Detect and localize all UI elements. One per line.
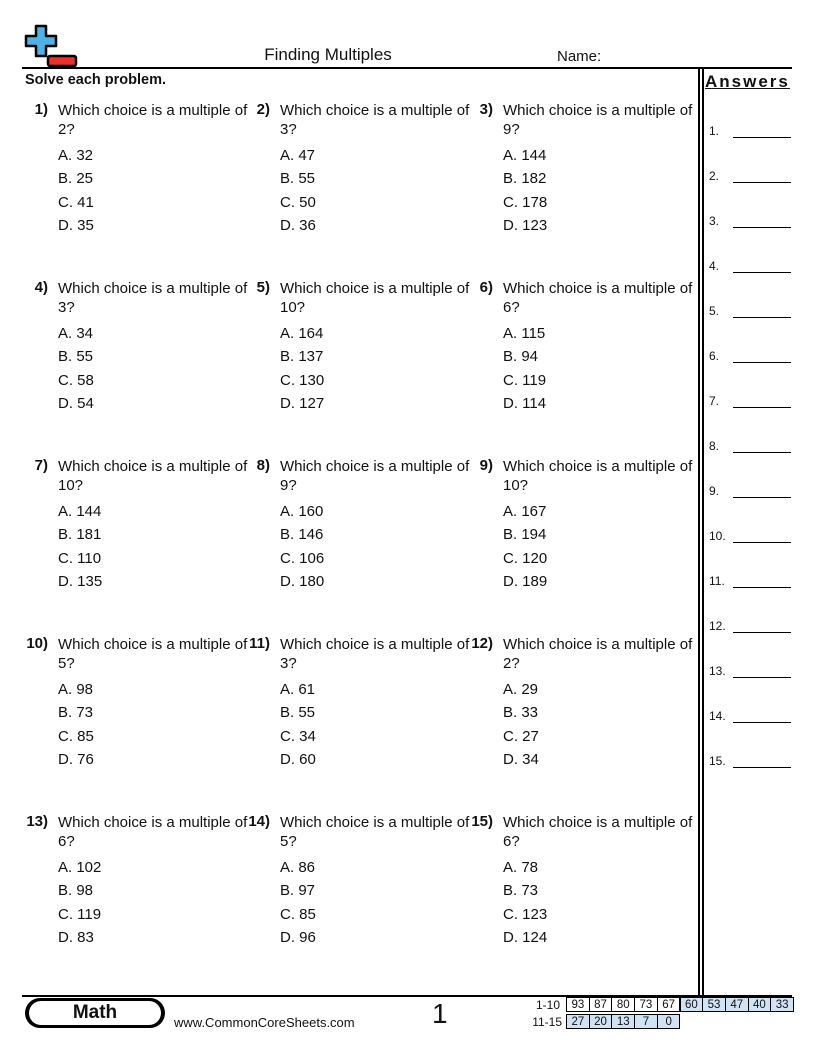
answer-choice: A. 34 xyxy=(58,325,94,342)
answer-row xyxy=(709,484,793,500)
score-key-cell: 80 xyxy=(611,997,635,1012)
answer-number: 4. xyxy=(709,259,720,273)
answer-blank[interactable] xyxy=(733,722,791,723)
answer-blank[interactable] xyxy=(733,137,791,138)
answer-choice: B. 25 xyxy=(58,170,94,188)
problem-number: 3) xyxy=(479,101,493,118)
answer-choice: B. 55 xyxy=(280,704,316,722)
answer-row xyxy=(709,439,793,455)
answer-choice: C. 119 xyxy=(58,905,102,923)
answer-blank[interactable] xyxy=(733,272,791,273)
answer-row xyxy=(709,349,793,365)
answer-blank[interactable] xyxy=(733,182,791,183)
answers-divider xyxy=(698,67,700,995)
answer-row xyxy=(709,214,793,230)
page-title: Finding Multiples xyxy=(264,45,392,64)
answer-choice: A. 32 xyxy=(58,147,94,164)
question-text: Which choice is a multiple of 2? xyxy=(503,636,693,672)
problem-number: 13) xyxy=(26,813,48,830)
score-key-cell: 53 xyxy=(702,997,726,1012)
answer-choice: B. 94 xyxy=(503,348,539,366)
answer-choice: A. 167 xyxy=(503,503,547,520)
answer-choice: D. 180 xyxy=(280,572,325,590)
problem-number: 6) xyxy=(479,279,493,296)
question-text: Which choice is a multiple of 3? xyxy=(58,280,248,316)
answer-choice: B. 97 xyxy=(280,882,316,900)
answer-choice: C. 85 xyxy=(58,727,94,745)
problem-number: 8) xyxy=(256,457,270,474)
answer-choice: A. 144 xyxy=(58,503,102,520)
answer-choice: D. 34 xyxy=(503,750,539,768)
question-text: Which choice is a multiple of 10? xyxy=(280,280,470,316)
answer-choice: D. 60 xyxy=(280,750,316,768)
answers-divider xyxy=(702,67,704,995)
answer-choice: A. 98 xyxy=(58,681,94,698)
answer-choice: A. 61 xyxy=(280,681,316,698)
answer-row xyxy=(709,709,793,725)
answer-number: 9. xyxy=(709,484,720,498)
problem-number: 1) xyxy=(34,101,48,118)
answer-choice: B. 182 xyxy=(503,170,547,188)
answer-choice: D. 54 xyxy=(58,394,94,412)
answer-choice: B. 55 xyxy=(58,348,94,366)
answer-choice: D. 189 xyxy=(503,572,548,590)
score-key-cell: 7 xyxy=(634,1014,658,1029)
answer-choice: C. 120 xyxy=(503,549,548,567)
answer-choice: B. 146 xyxy=(280,526,324,544)
answer-row xyxy=(709,124,793,140)
question-text: Which choice is a multiple of 3? xyxy=(280,102,470,138)
answer-choice: B. 137 xyxy=(280,348,324,366)
answer-choice: A. 29 xyxy=(503,681,539,698)
answer-choice: B. 73 xyxy=(503,882,539,900)
answer-choice: A. 144 xyxy=(503,147,547,164)
answer-choice: D. 127 xyxy=(280,394,325,412)
answer-row xyxy=(709,574,793,590)
answer-choice: D. 135 xyxy=(58,572,103,590)
answer-choice: B. 73 xyxy=(58,704,94,722)
problem-number: 10) xyxy=(26,635,48,652)
answer-number: 12. xyxy=(709,619,726,633)
answer-blank[interactable] xyxy=(733,227,791,228)
answer-row xyxy=(709,754,793,770)
problem-number: 5) xyxy=(256,279,270,296)
answer-choice: C. 58 xyxy=(58,371,94,389)
answer-choice: C. 106 xyxy=(280,549,325,567)
question-text: Which choice is a multiple of 3? xyxy=(280,636,470,672)
answer-choice: A. 102 xyxy=(58,859,102,876)
answer-number: 10. xyxy=(709,529,726,543)
score-key-cell: 13 xyxy=(611,1014,635,1029)
answer-choice: C. 178 xyxy=(503,193,548,211)
name-label: Name: xyxy=(557,48,602,65)
answer-number: 11. xyxy=(709,574,725,588)
answer-choice: A. 164 xyxy=(280,325,324,342)
answer-choice: A. 86 xyxy=(280,859,316,876)
answer-choice: B. 33 xyxy=(503,704,539,722)
problem-number: 11) xyxy=(249,635,270,652)
answer-number: 1. xyxy=(709,124,720,138)
answer-choice: A. 160 xyxy=(280,503,324,520)
website-link: www.CommonCoreSheets.com xyxy=(174,1015,355,1030)
answer-number: 2. xyxy=(709,169,720,183)
problem-number: 15) xyxy=(471,813,493,830)
answer-row xyxy=(709,619,793,635)
score-key-cell: 40 xyxy=(748,997,772,1012)
answer-choice: C. 119 xyxy=(503,371,547,389)
answer-choice: C. 130 xyxy=(280,371,325,389)
header-divider xyxy=(22,67,792,69)
score-key-cell: 73 xyxy=(634,997,658,1012)
answer-choice: D. 83 xyxy=(58,928,94,946)
answer-choice: A. 78 xyxy=(503,859,539,876)
answer-row xyxy=(709,529,793,545)
answer-choice: B. 55 xyxy=(280,170,316,188)
answer-choice: D. 114 xyxy=(503,394,547,412)
problem-number: 9) xyxy=(479,457,493,474)
answer-number: 15. xyxy=(709,754,726,768)
answer-blank[interactable] xyxy=(733,632,791,633)
logo-icon xyxy=(22,24,80,70)
answer-blank[interactable] xyxy=(733,677,791,678)
question-text: Which choice is a multiple of 10? xyxy=(58,458,248,494)
answer-row xyxy=(709,304,793,320)
answer-blank[interactable] xyxy=(733,767,791,768)
score-key-cell: 27 xyxy=(566,1014,590,1029)
answer-choice: A. 115 xyxy=(503,325,546,342)
problem-number: 12) xyxy=(471,635,493,652)
question-text: Which choice is a multiple of 2? xyxy=(58,102,248,138)
question-text: Which choice is a multiple of 5? xyxy=(58,636,248,672)
problem-number: 7) xyxy=(34,457,48,474)
problem-number: 2) xyxy=(256,101,270,118)
answer-blank[interactable] xyxy=(733,452,791,453)
answer-row xyxy=(709,169,793,185)
answer-choice: D. 123 xyxy=(503,216,548,234)
answer-choice: C. 110 xyxy=(58,549,102,567)
question-text: Which choice is a multiple of 9? xyxy=(503,102,693,138)
score-key-cell: 93 xyxy=(566,997,590,1012)
answer-number: 14. xyxy=(709,709,726,723)
answer-blank[interactable] xyxy=(733,362,791,363)
answer-choice: B. 194 xyxy=(503,526,547,544)
score-key-cell: 47 xyxy=(725,997,749,1012)
answer-choice: D. 96 xyxy=(280,928,316,946)
question-text: Which choice is a multiple of 9? xyxy=(280,458,470,494)
answer-blank[interactable] xyxy=(733,317,791,318)
answer-choice: C. 50 xyxy=(280,193,316,211)
answer-choice: C. 41 xyxy=(58,193,94,211)
answer-choice: C. 34 xyxy=(280,727,316,745)
question-text: Which choice is a multiple of 5? xyxy=(280,814,470,850)
score-key-cell: 87 xyxy=(589,997,613,1012)
subject-label: Math xyxy=(29,1001,161,1025)
answer-number: 3. xyxy=(709,214,720,228)
score-key-cell: 20 xyxy=(589,1014,613,1029)
page-number: 1 xyxy=(432,998,448,1029)
question-text: Which choice is a multiple of 10? xyxy=(503,458,693,494)
answer-blank[interactable] xyxy=(733,497,791,498)
answer-choice: C. 123 xyxy=(503,905,548,923)
score-key-cell: 0 xyxy=(657,1014,681,1029)
score-key-cell: 60 xyxy=(680,997,704,1012)
answer-number: 7. xyxy=(709,394,720,408)
question-text: Which choice is a multiple of 6? xyxy=(503,280,693,316)
answer-choice: C. 27 xyxy=(503,727,539,745)
problem-number: 4) xyxy=(34,279,48,296)
answer-choice: A. 47 xyxy=(280,147,316,164)
problem-number: 14) xyxy=(248,813,270,830)
answer-number: 8. xyxy=(709,439,720,453)
answer-row xyxy=(709,394,793,410)
answer-choice: B. 181 xyxy=(58,526,102,544)
question-text: Which choice is a multiple of 6? xyxy=(503,814,693,850)
score-key-cell: 67 xyxy=(657,997,681,1012)
answer-number: 5. xyxy=(709,304,720,318)
answer-choice: D. 36 xyxy=(280,216,316,234)
answer-choice: B. 98 xyxy=(58,882,94,900)
answer-blank[interactable] xyxy=(733,587,791,588)
answer-choice: D. 35 xyxy=(58,216,94,234)
answers-title: Answers xyxy=(705,72,790,91)
answer-row xyxy=(709,664,793,680)
answer-number: 13. xyxy=(709,664,726,678)
answer-row xyxy=(709,259,793,275)
answer-choice: C. 85 xyxy=(280,905,316,923)
instructions: Solve each problem. xyxy=(25,72,167,88)
answer-number: 6. xyxy=(709,349,720,363)
score-key-cell: 33 xyxy=(770,997,794,1012)
answer-choice: D. 124 xyxy=(503,928,548,946)
answer-blank[interactable] xyxy=(733,542,791,543)
score-key-row1-label: 1-10 xyxy=(535,998,560,1012)
answer-choice: D. 76 xyxy=(58,750,94,768)
score-key-row2-label: 11-15 xyxy=(532,1015,562,1029)
question-text: Which choice is a multiple of 6? xyxy=(58,814,248,850)
answer-blank[interactable] xyxy=(733,407,791,408)
